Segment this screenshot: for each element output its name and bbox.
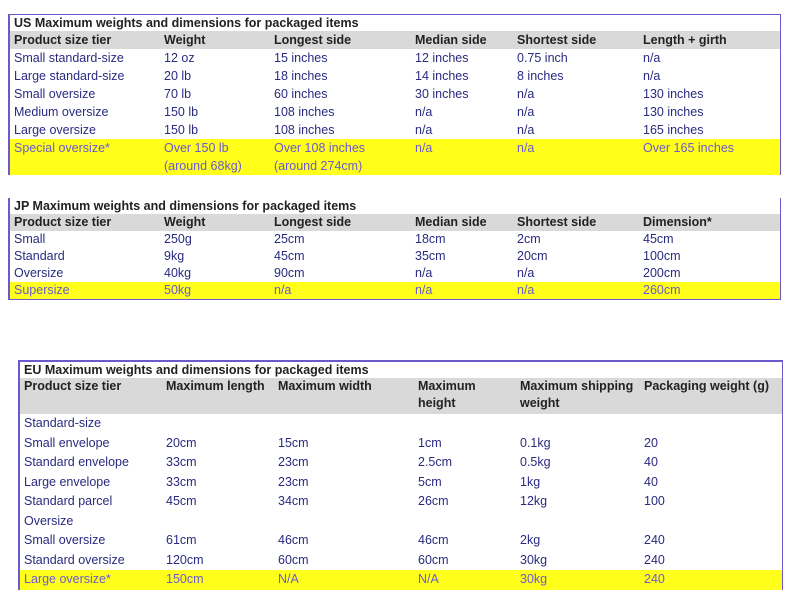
jp-header-cell: Weight — [160, 214, 270, 231]
us-table-title: US Maximum weights and dimensions for packaged items — [14, 16, 359, 30]
table-cell: 2kg — [520, 533, 541, 547]
table-cell: Small oversize — [14, 87, 96, 101]
table-cell: 25cm — [274, 232, 305, 246]
table-cell: 46cm — [418, 533, 449, 547]
table-cell: 40 — [644, 455, 658, 469]
us-header-cell: Longest side — [270, 31, 411, 49]
table-cell: n/a — [415, 123, 433, 137]
us-header-cell: Weight — [160, 31, 270, 49]
table-cell: 46cm — [278, 533, 309, 547]
table-row — [10, 231, 780, 248]
table-cell: 15cm — [278, 435, 309, 450]
eu-header-cell: Maximum shipping weight — [516, 378, 640, 414]
group-label: Standard-size — [24, 416, 102, 430]
jp-table-block — [8, 198, 781, 300]
table-cell: 40kg — [164, 266, 192, 280]
table-cell: Supersize — [10, 282, 160, 299]
jp-table-title: JP Maximum weights and dimensions for packaged items — [14, 199, 357, 213]
table-cell: Standard — [14, 249, 65, 263]
table-cell: 60cm — [278, 552, 309, 567]
table-cell: 20 — [644, 435, 658, 450]
table-cell: Large envelope — [24, 474, 111, 489]
us-header-cell: Product size tier — [10, 31, 160, 49]
jp-header-row — [10, 214, 780, 231]
table-cell: 14 inches — [415, 69, 469, 83]
table-row — [10, 85, 780, 103]
table-cell: 18cm — [415, 232, 446, 246]
table-cell: n/a — [415, 105, 433, 119]
table-cell: 8 inches — [517, 69, 564, 83]
table-cell: 20 lb — [164, 69, 192, 83]
eu-table-title: EU Maximum weights and dimensions for packaged items — [24, 363, 369, 377]
table-cell: n/a — [517, 266, 535, 280]
table-cell: 9kg — [164, 249, 185, 263]
table-cell: 108 inches — [274, 123, 335, 137]
us-header-row — [10, 31, 780, 49]
table-cell: 240 — [644, 552, 665, 567]
table-cell: 0.1kg — [520, 435, 551, 450]
jp-header-cell: Median side — [411, 214, 513, 231]
table-cell: N/A — [274, 570, 414, 590]
table-row — [20, 551, 782, 571]
table-cell: 240 — [644, 533, 665, 547]
us-header-cell: Median side — [411, 31, 513, 49]
table-row — [10, 121, 780, 139]
table-cell: 130 inches — [643, 105, 704, 119]
table-cell: 50kg — [160, 282, 270, 299]
table-cell: 60cm — [418, 552, 449, 567]
table-cell: n/a — [643, 51, 661, 65]
table-cell: 90cm — [274, 266, 305, 280]
table-cell: 120cm — [166, 552, 204, 567]
table-cell: Standard oversize — [24, 552, 125, 567]
table-cell: 130 inches — [643, 87, 704, 101]
eu-table-block — [18, 360, 783, 590]
table-cell: 61cm — [166, 533, 197, 547]
table-cell: 0.5kg — [520, 455, 551, 469]
eu-header-row — [20, 378, 782, 414]
table-cell: 2.5cm — [418, 455, 453, 469]
table-cell: 60 inches — [274, 87, 328, 101]
table-cell: 1cm — [418, 435, 442, 450]
table-cell: 20cm — [517, 249, 548, 263]
highlighted-row — [10, 139, 780, 175]
table-cell: 15 inches — [274, 51, 328, 65]
highlighted-row — [20, 570, 782, 590]
table-cell: n/a — [517, 105, 535, 119]
table-cell: n/a — [513, 282, 639, 299]
group-label: Oversize — [24, 513, 74, 528]
table-cell: 2cm — [517, 232, 541, 246]
table-cell: 12 oz — [164, 51, 195, 65]
jp-header-cell: Product size tier — [10, 214, 160, 231]
table-cell: n/a — [415, 266, 433, 280]
table-cell: 26cm — [418, 494, 449, 508]
table-cell: 34cm — [278, 494, 309, 508]
group-row — [20, 414, 782, 434]
highlighted-row — [10, 282, 780, 299]
table-cell: 40 — [644, 474, 658, 489]
eu-header-cell: Maximum width — [274, 378, 414, 414]
eu-header-cell: Packaging weight (g) — [640, 378, 782, 414]
table-row — [10, 49, 780, 67]
eu-table — [20, 378, 782, 590]
us-table — [10, 31, 780, 175]
table-cell: n/a — [270, 282, 411, 299]
table-row — [20, 473, 782, 493]
table-row — [20, 453, 782, 473]
jp-header-cell: Shortest side — [513, 214, 639, 231]
table-cell: 30kg — [516, 570, 640, 590]
table-cell: 108 inches — [274, 105, 335, 119]
jp-table — [10, 214, 780, 299]
table-cell: n/a — [411, 282, 513, 299]
table-row — [20, 531, 782, 551]
eu-header-cell: Product size tier — [20, 378, 162, 414]
table-cell: 20cm — [166, 435, 197, 450]
table-cell: Small oversize — [24, 533, 106, 547]
table-cell: 45cm — [166, 494, 197, 508]
table-cell: 260cm — [639, 282, 780, 299]
table-row — [20, 492, 782, 512]
table-cell: 70 lb — [164, 87, 192, 101]
table-cell: 250g — [164, 232, 192, 246]
table-cell: 100 — [644, 494, 665, 508]
table-cell: 1kg — [520, 474, 541, 489]
us-header-cell: Length + girth — [639, 31, 780, 49]
table-row — [10, 265, 780, 282]
table-cell: Special oversize* — [10, 139, 160, 175]
table-cell: Standard parcel — [24, 494, 113, 508]
table-cell: n/a — [517, 87, 535, 101]
table-cell: Small — [14, 232, 46, 246]
table-cell: 12 inches — [415, 51, 469, 65]
table-row — [10, 103, 780, 121]
table-cell: Standard envelope — [24, 455, 129, 469]
table-cell: 45cm — [274, 249, 305, 263]
table-cell: 33cm — [166, 474, 197, 489]
group-row — [20, 512, 782, 532]
table-cell: Medium oversize — [14, 105, 109, 119]
table-cell: 30 inches — [415, 87, 469, 101]
table-cell: 30kg — [520, 552, 548, 567]
us-header-cell: Shortest side — [513, 31, 639, 49]
table-cell: 0.75 inch — [517, 51, 568, 65]
us-table-block — [8, 14, 781, 175]
table-cell: Over 150 lb (around 68kg) — [160, 139, 270, 175]
table-cell: 45cm — [643, 232, 674, 246]
table-cell: 240 — [640, 570, 782, 590]
table-cell: n/a — [517, 123, 535, 137]
table-cell: 150 lb — [164, 123, 199, 137]
table-cell: 12kg — [520, 494, 548, 508]
table-cell: Over 108 inches (around 274cm) — [270, 139, 411, 175]
table-cell: 18 inches — [274, 69, 328, 83]
eu-header-cell: Maximum length — [162, 378, 274, 414]
table-cell: Large oversize* — [20, 570, 162, 590]
eu-header-cell: Maximum height — [414, 378, 516, 414]
table-cell: Oversize — [14, 266, 64, 280]
table-cell: Small envelope — [24, 435, 110, 450]
table-row — [20, 434, 782, 454]
jp-header-cell: Longest side — [270, 214, 411, 231]
table-row — [10, 67, 780, 85]
table-row — [10, 248, 780, 265]
table-cell: n/a — [411, 139, 513, 175]
table-cell: n/a — [643, 69, 661, 83]
table-cell: 35cm — [415, 249, 446, 263]
table-cell: 23cm — [278, 455, 309, 469]
table-cell: 150 lb — [164, 105, 199, 119]
jp-header-cell: Dimension* — [639, 214, 780, 231]
table-cell: 165 inches — [643, 123, 704, 137]
table-cell: N/A — [414, 570, 516, 590]
table-cell: 23cm — [278, 474, 309, 489]
table-cell: 200cm — [643, 266, 681, 280]
table-cell: 100cm — [643, 249, 681, 263]
table-cell: Large oversize — [14, 123, 96, 137]
table-cell: 33cm — [166, 455, 197, 469]
table-cell: Over 165 inches — [639, 139, 780, 175]
table-cell: 150cm — [162, 570, 274, 590]
table-cell: Large standard-size — [14, 69, 125, 83]
table-cell: Small standard-size — [14, 51, 124, 65]
table-cell: 5cm — [418, 474, 442, 489]
table-cell: n/a — [513, 139, 639, 175]
